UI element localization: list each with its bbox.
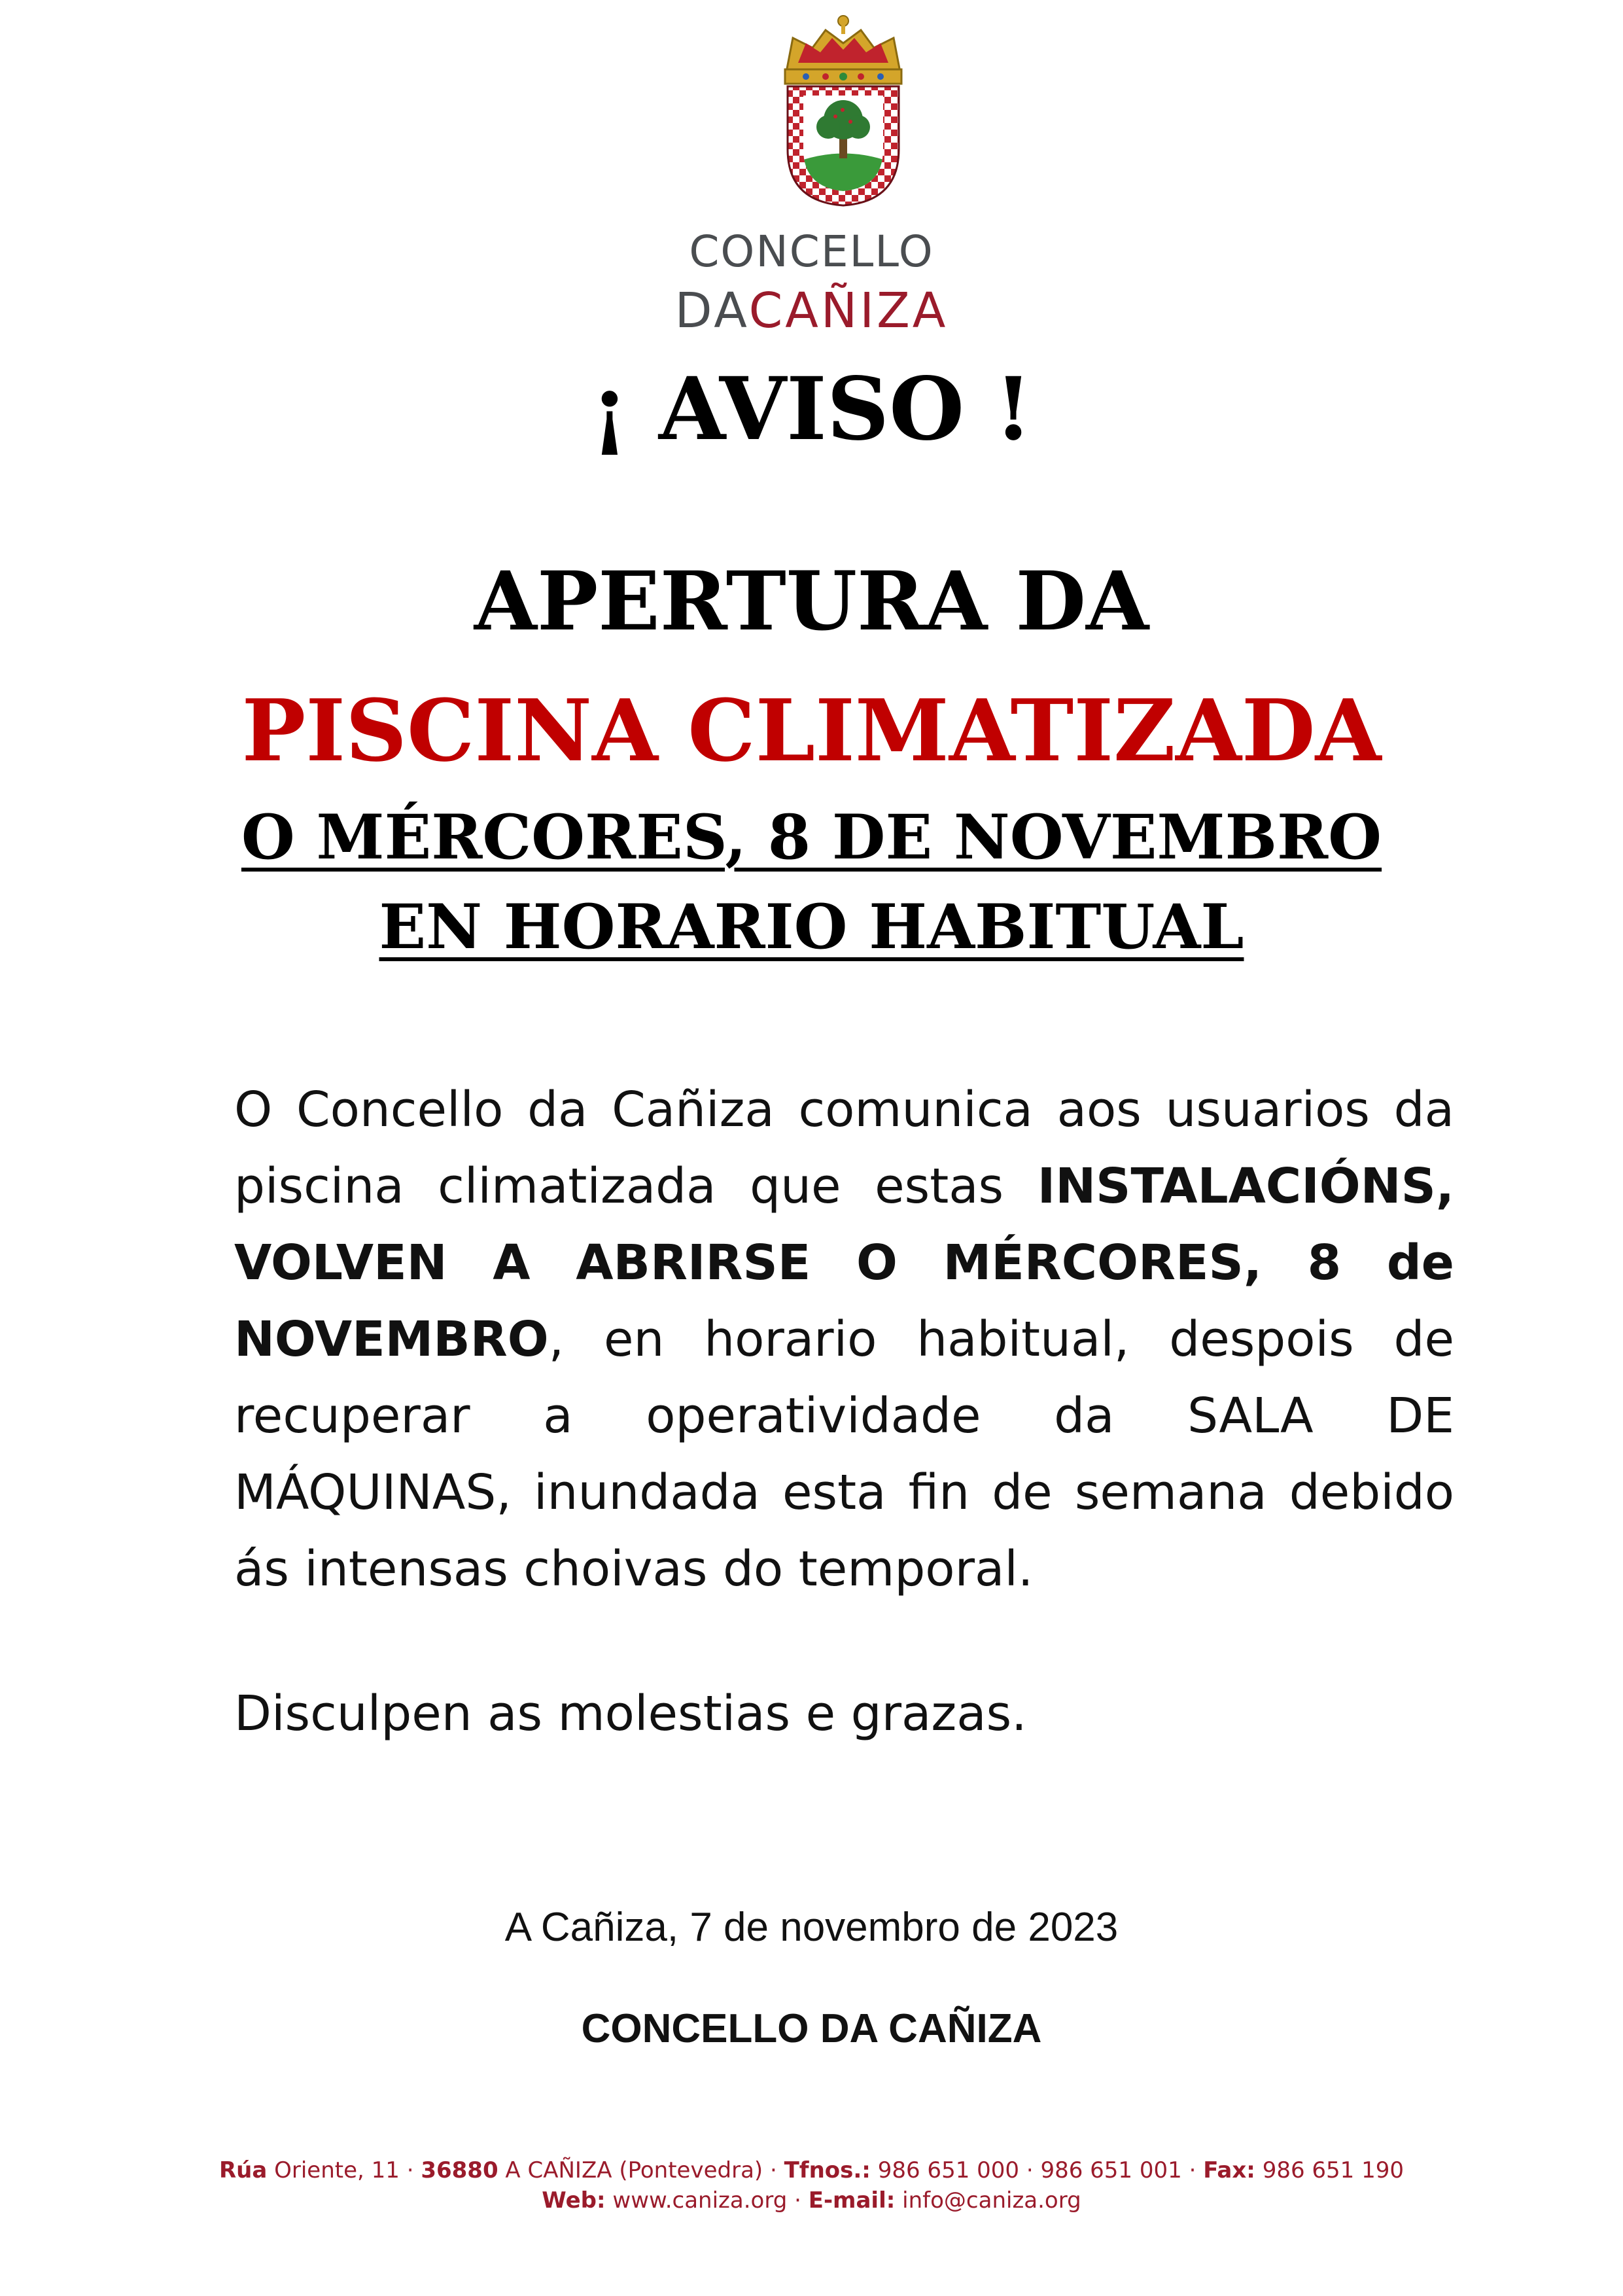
title-apertura: APERTURA DA [474, 554, 1149, 649]
crown-icon [785, 16, 901, 84]
footer-address: Oriente, 11 · [267, 2157, 421, 2183]
footer-web-line [0, 2189, 1623, 2212]
announcement-body [234, 1072, 1454, 1608]
footer-postcode: 36880 [421, 2157, 498, 2183]
footer-web-link[interactable]: www.caniza.org · [605, 2187, 809, 2214]
footer-address-label: Rúa [218, 2157, 268, 2183]
title-piscina: PISCINA CLIMATIZADA [241, 680, 1382, 781]
signoff-signature: CONCELLO DA CAÑIZA [581, 2006, 1042, 2051]
closing-text: Disculpen as molestias e grazas. [234, 1686, 1027, 1742]
footer-email-link[interactable]: info@caniza.org [895, 2187, 1081, 2214]
aviso-heading: ¡ AVISO ! [590, 359, 1033, 460]
body-text-1: O Concello da Cañiza comunica aos usuarios da piscina climatizada que estas [234, 1082, 1454, 1214]
footer-fax-label: Fax: [1203, 2157, 1255, 2183]
signoff-date: A Cañiza, 7 de novembro de 2023 [504, 1905, 1119, 1950]
coat-of-arms-logo [773, 12, 913, 208]
footer-address-line [0, 2159, 1623, 2181]
body-bold-text: INSTALACIÓNS, VOLVEN A ABRIRSE O MÉRCORES, 8 de NOVEMBRO [234, 1158, 1454, 1368]
footer-web-label: Web: [542, 2187, 606, 2214]
logo-text-dacaniza [0, 283, 1623, 339]
date-subtitle: O MÉRCORES, 8 DE NOVEMBRO [241, 802, 1382, 874]
footer-phone-label: Tfnos.: [784, 2157, 871, 2183]
shield-icon [788, 86, 899, 205]
logo-text-caniza: CAÑIZA [748, 283, 949, 339]
logo-text-concello: CONCELLO [689, 226, 934, 277]
schedule-subtitle: EN HORARIO HABITUAL [379, 891, 1244, 963]
footer-phones: 986 651 000 · 986 651 001 · [870, 2157, 1204, 2183]
footer-email-label: E-mail: [808, 2187, 896, 2214]
footer-fax: 986 651 190 [1255, 2157, 1405, 2183]
footer-city: A CAÑIZA (Pontevedra) · [498, 2157, 784, 2183]
body-text-2: , en horario habitual, despois de recuperar a operatividade da SALA DE MÁQUINAS, inundada esta fin de semana debido ás intensas choivas do temporal. [234, 1311, 1454, 1597]
logo-text-da: DA [674, 283, 749, 339]
